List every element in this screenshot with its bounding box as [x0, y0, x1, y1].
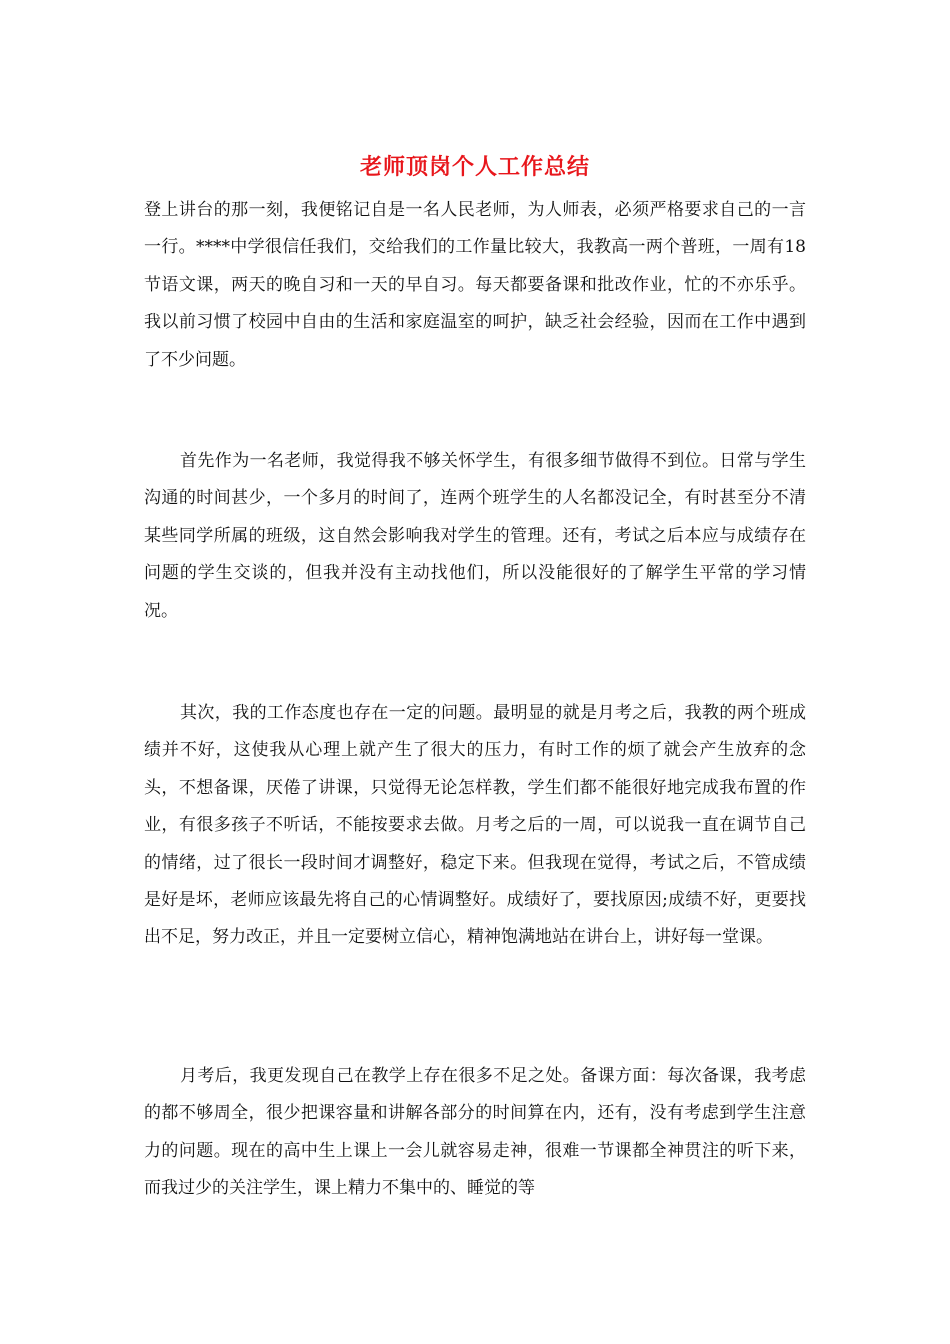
paragraph-3: 其次，我的工作态度也存在一定的问题。最明显的就是月考之后，我教的两个班成绩并不好，这使我从心理上就产生了很大的压力，有时工作的烦了就会产生放弃的念头，不想备课，厌倦了讲课，只觉得无论怎样教，学生们都不能很好地完成我布置的作业，有很多孩子不听话，不能按要求去做。月考之后的一周，可以说我一直在调节自己的情绪，过了很长一段时间才调整好，稳定下来。但我现在觉得，考试之后，不管成绩是好是坏，老师应该最先将自己的心情调整好。成绩好了，要找原因;成绩不好，更要找出不足，努力改正，并且一定要树立信心，精神饱满地站在讲台上，讲好每一堂课。 — [144, 703, 806, 948]
document-title: 老师顶岗个人工作总结 — [359, 154, 590, 180]
paragraph-1: 登上讲台的那一刻，我便铭记自是一名人民老师，为人师表，必须严格要求自己的一言一行。****中学很信任我们，交给我们的工作量比较大，我教高一两个普班，一周有18节语文课，两天的晚自习和一天的早自习。每天都要备课和批改作业，忙的不亦乐乎。我以前习惯了校园中自由的生活和家庭温室的呵护，缺乏社会经验，因而在工作中遇到了不少问题。 — [144, 200, 806, 370]
paragraph-2: 首先作为一名老师，我觉得我不够关怀学生，有很多细节做得不到位。日常与学生沟通的时间甚少，一个多月的时间了，连两个班学生的人名都没记全，有时甚至分不清某些同学所属的班级，这自然会影响我对学生的管理。还有，考试之后本应与成绩存在问题的学生交谈的，但我并没有主动找他们，所以没能很好的了解学生平常的学习情况。 — [144, 451, 806, 621]
paragraph-4: 月考后，我更发现自己在教学上存在很多不足之处。备课方面：每次备课，我考虑的都不够周全，很少把课容量和讲解各部分的时间算在内，还有，没有考虑到学生注意力的问题。现在的高中生上课上一会儿就容易走神，很难一节课都全神贯注的听下来，而我过少的关注学生，课上精力不集中的、睡觉的等 — [144, 1066, 806, 1199]
